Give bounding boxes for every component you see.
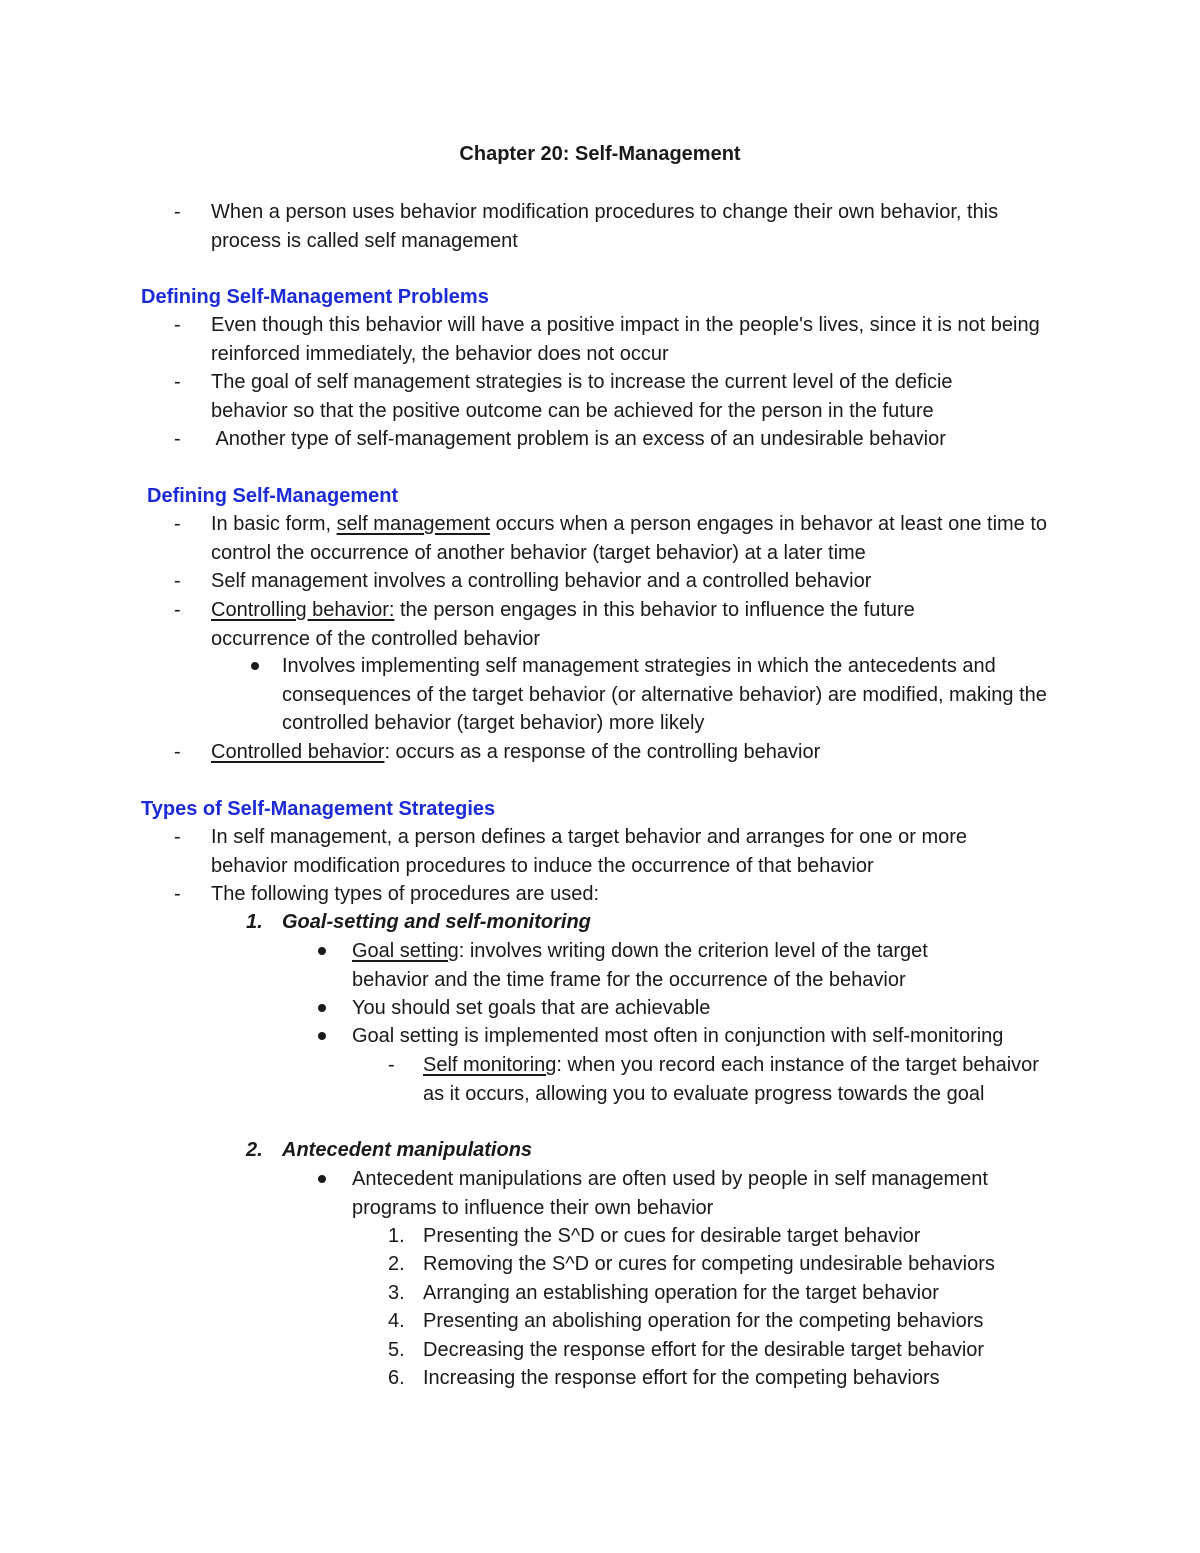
list-item: Self management involves a controlling behavior and a controlled behavior — [211, 570, 872, 592]
procedure-number: 1. — [246, 911, 263, 933]
list-number: 4. — [388, 1310, 405, 1332]
bullet-icon — [318, 1175, 326, 1183]
dash-marker: - — [174, 428, 181, 450]
procedure-title: Antecedent manipulations — [282, 1139, 533, 1161]
dash-marker: - — [174, 826, 181, 848]
list-item: Decreasing the response effort for the desirable target behavior — [423, 1339, 985, 1361]
dash-marker: - — [388, 1054, 395, 1076]
dash-marker: - — [174, 741, 181, 763]
list-item: You should set goals that are achievable — [352, 997, 711, 1019]
list-item: The goal of self management strategies is to increase the current level of the deficie behavior so that the positive outcome can be achieved for the person in the future — [211, 371, 953, 422]
list-number: 5. — [388, 1339, 405, 1361]
list-number: 2. — [388, 1253, 405, 1275]
dash-marker: - — [174, 314, 181, 336]
dash-marker: - — [174, 570, 181, 592]
list-item: Even though this behavior will have a positive impact in the people's lives, since it is not being reinforced immediately, the behavior does not occur — [211, 314, 1040, 365]
term-controlled-behavior: Controlled behavior — [211, 741, 385, 763]
item-text: occurs when a person engages in behavor at least one time to control the occurrence of another behavior (target behavior) at a later time — [211, 513, 1048, 564]
list-number: 3. — [388, 1282, 405, 1304]
list-item: Goal setting is implemented most often in conjunction with self-monitoring — [352, 1025, 1004, 1047]
dash-marker: - — [174, 371, 181, 393]
bullet-icon — [318, 947, 326, 955]
list-item: Arranging an establishing operation for the target behavior — [423, 1282, 939, 1304]
list-item — [423, 1051, 1048, 1108]
list-item — [211, 596, 1001, 653]
bullet-icon — [318, 1004, 326, 1012]
section-heading-problems: Defining Self-Management Problems — [141, 286, 489, 308]
item-text: : involves writing down the criterion level of the target behavior and the time frame for the occurrence of the behavior — [352, 940, 928, 991]
dash-marker: - — [174, 883, 181, 905]
list-item: Involves implementing self management strategies in which the antecedents and consequences of the target behavior (or alternative behavior) are modified, making the controlled behavior (target behavior) more likely — [282, 655, 1047, 734]
list-item: Another type of self-management problem is an excess of an undesirable behavior — [211, 428, 946, 450]
item-text: : occurs as a response of the controlling behavior — [384, 741, 821, 763]
list-item: Presenting the S^D or cues for desirable target behavior — [423, 1225, 921, 1247]
bullet-icon — [318, 1032, 326, 1040]
dash-marker: - — [174, 513, 181, 535]
bullet-icon — [251, 662, 259, 670]
item-text: In basic form, — [211, 513, 337, 535]
term-controlling-behavior: Controlling behavior: — [211, 599, 395, 621]
list-item: Removing the S^D or cures for competing undesirable behaviors — [423, 1253, 995, 1275]
item-text: : when you record each instance of the target behaivor as it occurs, allowing you to evaluate progress towards the goal — [423, 1054, 1039, 1105]
dash-marker: - — [174, 599, 181, 621]
item-text: the person engages in this behavior to influence the future occurrence of the controlled behavior — [211, 599, 915, 650]
dash-marker: - — [174, 201, 181, 223]
list-item: In self management, a person defines a target behavior and arranges for one or more behavior modification procedures to induce the occurrence of that behavior — [211, 826, 968, 877]
list-item: The following types of procedures are used: — [211, 883, 599, 905]
section-heading-types: Types of Self-Management Strategies — [141, 798, 496, 820]
list-item: Presenting an abolishing operation for the competing behaviors — [423, 1310, 984, 1332]
section-heading-defining: Defining Self-Management — [147, 485, 399, 507]
procedure-title: Goal-setting and self-monitoring — [282, 911, 591, 933]
term-goal-setting: Goal setting — [352, 940, 459, 962]
list-item: Antecedent manipulations are often used by people in self management programs to influence their own behavior — [352, 1168, 988, 1219]
procedure-number: 2. — [246, 1139, 263, 1161]
page-title: Chapter 20: Self-Management — [459, 143, 741, 165]
list-item — [352, 937, 992, 994]
list-number: 6. — [388, 1367, 405, 1389]
list-number: 1. — [388, 1225, 405, 1247]
list-item: Increasing the response effort for the competing behaviors — [423, 1367, 940, 1389]
list-item — [211, 510, 1071, 567]
list-item — [211, 738, 1071, 767]
intro-text: When a person uses behavior modification procedures to change their own behavior, this process is called self management — [211, 201, 999, 252]
term-self-management: self management — [336, 513, 491, 535]
term-self-monitoring: Self monitoring — [423, 1054, 557, 1076]
